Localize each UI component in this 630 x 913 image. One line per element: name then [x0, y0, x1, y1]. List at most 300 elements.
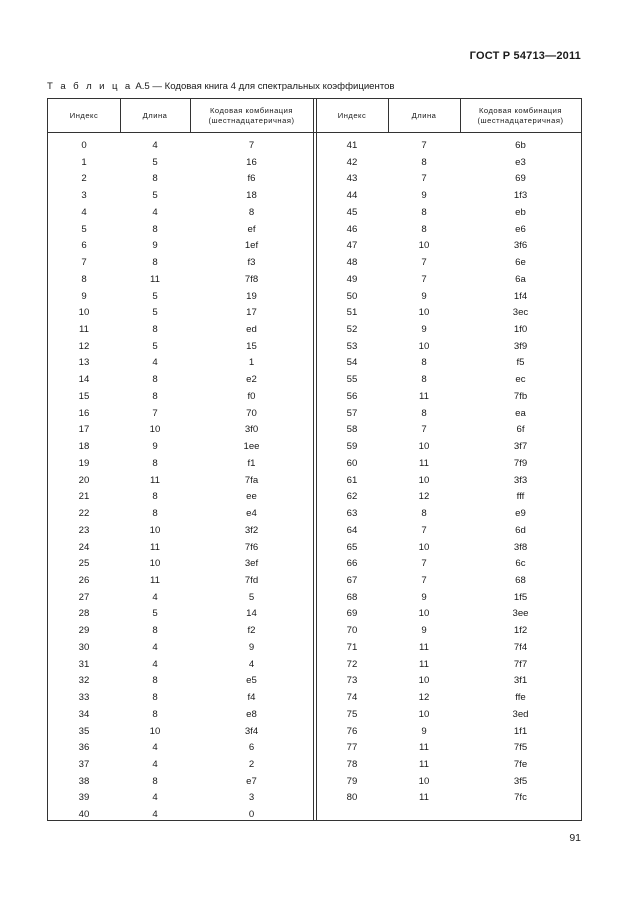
cell-code: fff — [516, 491, 525, 503]
cell-length: 8 — [152, 457, 158, 469]
cell-code: 1f5 — [513, 591, 528, 603]
cell-code: e7 — [246, 775, 257, 787]
cell-code: 1f2 — [513, 625, 528, 637]
cell-index: 43 — [346, 173, 358, 185]
table-row — [48, 138, 581, 155]
cell-length: 11 — [419, 658, 429, 670]
cell-length: 7 — [421, 424, 427, 436]
cell-code: ed — [246, 324, 257, 336]
cell-index: 18 — [78, 441, 90, 453]
cell-length: 10 — [418, 474, 430, 486]
cell-length: 7 — [421, 558, 427, 570]
table-row — [48, 707, 581, 724]
cell-length: 9 — [421, 290, 427, 302]
table-row — [48, 590, 581, 607]
cell-index: 16 — [78, 407, 90, 419]
cell-index: 49 — [346, 273, 358, 285]
cell-code: 14 — [246, 608, 257, 620]
cell-code: f6 — [247, 173, 256, 185]
cell-length: 5 — [152, 290, 158, 302]
cell-index: 20 — [78, 474, 90, 486]
cell-length: 11 — [150, 273, 160, 285]
cell-index: 39 — [78, 792, 90, 804]
cell-index: 19 — [78, 457, 90, 469]
table-row — [48, 774, 581, 791]
table-row — [48, 523, 581, 540]
cell-index: 50 — [346, 290, 358, 302]
cell-code: 3ef — [244, 558, 259, 570]
table-row — [48, 289, 581, 306]
table-row — [48, 238, 581, 255]
cell-index: 28 — [78, 608, 90, 620]
page-number: 91 — [569, 832, 581, 844]
cell-code: f5 — [516, 357, 525, 369]
cell-code: e8 — [246, 708, 257, 720]
cell-code: 1f3 — [513, 190, 528, 202]
cell-index: 2 — [81, 173, 87, 185]
cell-code: 3 — [248, 792, 255, 804]
cell-index: 4 — [81, 206, 87, 218]
cell-length: 9 — [152, 240, 158, 252]
cell-length: 9 — [421, 625, 427, 637]
cell-index: 40 — [78, 809, 90, 821]
cell-length: 10 — [149, 424, 161, 436]
cell-code: 7f4 — [513, 641, 528, 653]
cell-code: 3f9 — [513, 340, 528, 352]
cell-length: 7 — [421, 574, 427, 586]
cell-index: 31 — [78, 658, 90, 670]
cell-code: 3f4 — [244, 725, 259, 737]
table-row — [48, 171, 581, 188]
cell-length: 7 — [421, 173, 427, 185]
cell-code: 0 — [248, 809, 255, 821]
cell-code: 7f9 — [513, 457, 528, 469]
cell-code: ef — [247, 223, 256, 235]
table-row — [48, 473, 581, 490]
cell-code: 6a — [515, 273, 526, 285]
cell-code: 6d — [515, 524, 526, 536]
cell-length: 11 — [150, 574, 160, 586]
cell-code: e6 — [515, 223, 526, 235]
table-row — [48, 272, 581, 289]
cell-code: 70 — [246, 407, 257, 419]
cell-code: f2 — [247, 625, 256, 637]
cell-length: 7 — [421, 524, 427, 536]
table-caption-lead: Т а б л и ц а — [47, 81, 133, 92]
cell-length: 7 — [421, 140, 427, 151]
cell-code: 7fc — [514, 792, 527, 804]
cell-length: 8 — [152, 257, 158, 269]
col-divider — [460, 99, 461, 132]
cell-code: f4 — [247, 692, 256, 704]
cell-code: 3ec — [512, 307, 529, 319]
standard-designation: ГОСТ Р 54713—2011 — [469, 50, 581, 62]
cell-index: 46 — [346, 223, 358, 235]
cell-index: 3 — [81, 190, 87, 202]
cell-index: 25 — [78, 558, 90, 570]
cell-index: 38 — [78, 775, 90, 787]
cell-index: 32 — [78, 675, 90, 687]
table-row — [48, 389, 581, 406]
header-length-left: Длина — [142, 110, 168, 120]
cell-length: 8 — [152, 508, 158, 520]
cell-length: 11 — [419, 759, 429, 770]
cell-length: 10 — [418, 307, 430, 319]
cell-index: 13 — [78, 357, 90, 369]
cell-length: 5 — [152, 340, 158, 352]
cell-code: e5 — [246, 675, 257, 687]
cell-code: 7fa — [244, 474, 259, 486]
cell-index: 69 — [346, 608, 358, 620]
header-index-left: Индекс — [69, 110, 99, 120]
cell-index: 24 — [78, 541, 90, 553]
cell-index: 56 — [346, 390, 358, 402]
table-row — [48, 372, 581, 389]
cell-index: 78 — [346, 759, 358, 770]
cell-code: ffe — [515, 692, 526, 704]
cell-length: 11 — [419, 390, 429, 402]
cell-index: 8 — [81, 273, 87, 285]
cell-code: 2 — [248, 759, 255, 770]
cell-index: 53 — [346, 340, 358, 352]
table-row — [48, 406, 581, 423]
col-divider — [120, 99, 121, 132]
cell-index: 55 — [346, 374, 358, 386]
cell-code: 7f6 — [244, 541, 259, 553]
cell-code: 3f3 — [513, 474, 528, 486]
cell-code: 1f4 — [513, 290, 528, 302]
cell-length: 10 — [418, 775, 430, 787]
table-row — [48, 606, 581, 623]
cell-length: 4 — [152, 641, 158, 653]
cell-length: 8 — [152, 625, 158, 637]
cell-index: 23 — [78, 524, 90, 536]
cell-index: 21 — [78, 491, 90, 503]
cell-index: 26 — [78, 574, 90, 586]
cell-length: 10 — [418, 340, 430, 352]
cell-code: 69 — [515, 173, 526, 185]
cell-length: 10 — [418, 608, 430, 620]
header-code-left — [190, 99, 313, 132]
cell-length: 8 — [152, 708, 158, 720]
cell-length: 8 — [152, 223, 158, 235]
header-code-left-line1: Кодовая комбинация — [209, 105, 293, 115]
cell-index: 67 — [346, 574, 358, 586]
cell-index: 77 — [346, 742, 358, 754]
cell-length: 4 — [152, 206, 158, 218]
cell-index: 29 — [78, 625, 90, 637]
table-caption-text: А.5 — Кодовая книга 4 для спектральных коэффициентов — [132, 81, 395, 92]
cell-length: 5 — [152, 608, 158, 620]
cell-code: 3f2 — [244, 524, 259, 536]
cell-length: 8 — [152, 173, 158, 185]
cell-code: 3f5 — [513, 775, 528, 787]
cell-code: e3 — [515, 156, 526, 168]
cell-length: 8 — [152, 692, 158, 704]
cell-code: 1f1 — [513, 725, 528, 737]
table-row — [48, 506, 581, 523]
cell-length: 11 — [419, 457, 429, 469]
header-code-right — [460, 99, 581, 132]
cell-code: 7fd — [244, 574, 259, 586]
cell-code: 15 — [246, 340, 257, 352]
cell-length: 8 — [152, 775, 158, 787]
cell-length: 8 — [152, 374, 158, 386]
cell-length: 8 — [421, 508, 427, 520]
cell-index: 62 — [346, 491, 358, 503]
cell-code: 7 — [248, 140, 255, 151]
cell-length: 5 — [152, 190, 158, 202]
cell-index: 41 — [346, 140, 358, 151]
cell-length: 9 — [421, 190, 427, 202]
table-caption — [47, 81, 395, 92]
cell-code: 3ee — [512, 608, 529, 620]
cell-code: 8 — [248, 206, 255, 218]
table-row — [48, 640, 581, 657]
cell-code: e2 — [246, 374, 257, 386]
col-divider — [190, 99, 191, 132]
cell-length: 8 — [421, 206, 427, 218]
cell-code: f0 — [247, 390, 256, 402]
cell-code: 6e — [515, 257, 526, 269]
cell-index: 64 — [346, 524, 358, 536]
cell-code: eb — [515, 206, 526, 218]
cell-code: 17 — [246, 307, 257, 319]
cell-code: 7fe — [513, 759, 528, 770]
cell-length: 10 — [418, 441, 430, 453]
table-row — [48, 322, 581, 339]
cell-index: 79 — [346, 775, 358, 787]
table-row — [48, 489, 581, 506]
cell-length: 7 — [421, 257, 427, 269]
cell-index: 45 — [346, 206, 358, 218]
cell-index: 35 — [78, 725, 90, 737]
cell-code: f1 — [247, 457, 256, 469]
cell-index: 7 — [81, 257, 87, 269]
cell-index: 17 — [78, 424, 90, 436]
table-row — [48, 790, 581, 807]
table-row — [48, 222, 581, 239]
cell-index: 76 — [346, 725, 358, 737]
cell-length: 10 — [418, 240, 430, 252]
cell-length: 8 — [152, 675, 158, 687]
cell-index: 10 — [78, 307, 90, 319]
cell-length: 8 — [421, 223, 427, 235]
cell-length: 7 — [421, 273, 427, 285]
cell-code: 3ed — [512, 708, 529, 720]
table-row — [48, 623, 581, 640]
cell-index: 44 — [346, 190, 358, 202]
cell-index: 74 — [346, 692, 358, 704]
table-row — [48, 205, 581, 222]
table-row — [48, 807, 581, 824]
cell-length: 9 — [421, 324, 427, 336]
header-length-right: Длина — [411, 110, 437, 120]
table-row — [48, 255, 581, 272]
cell-index: 66 — [346, 558, 358, 570]
table-row — [48, 724, 581, 741]
cell-index: 73 — [346, 675, 358, 687]
cell-index: 68 — [346, 591, 358, 603]
cell-index: 27 — [78, 591, 90, 603]
cell-code: 7fb — [513, 390, 528, 402]
cell-index: 61 — [346, 474, 358, 486]
table-row — [48, 556, 581, 573]
cell-code: 4 — [248, 658, 255, 670]
cell-length: 10 — [149, 524, 161, 536]
cell-index: 58 — [346, 424, 358, 436]
cell-index: 12 — [78, 340, 90, 352]
cell-code: f3 — [247, 257, 256, 269]
table-row — [48, 339, 581, 356]
cell-length: 4 — [152, 658, 158, 670]
cell-length: 11 — [419, 792, 429, 804]
cell-length: 11 — [150, 474, 160, 486]
cell-code: 6f — [516, 424, 525, 436]
cell-index: 47 — [346, 240, 358, 252]
cell-length: 8 — [421, 407, 427, 419]
header-index-right: Индекс — [337, 110, 367, 120]
cell-index: 75 — [346, 708, 358, 720]
cell-index: 54 — [346, 357, 358, 369]
cell-index: 52 — [346, 324, 358, 336]
cell-length: 5 — [152, 156, 158, 168]
cell-index: 0 — [81, 140, 87, 151]
cell-code: 3f8 — [513, 541, 528, 553]
cell-length: 5 — [152, 307, 158, 319]
table-row — [48, 657, 581, 674]
table-row — [48, 439, 581, 456]
cell-index: 42 — [346, 156, 358, 168]
cell-length: 7 — [152, 407, 158, 419]
cell-length: 11 — [419, 641, 429, 653]
cell-code: e9 — [515, 508, 526, 520]
cell-length: 8 — [152, 324, 158, 336]
header-code-left-line2: (шестнадцатеричная) — [208, 115, 295, 125]
cell-index: 48 — [346, 257, 358, 269]
cell-length: 9 — [152, 441, 158, 453]
cell-length: 4 — [152, 140, 158, 151]
cell-code: ee — [246, 491, 257, 503]
cell-length: 10 — [418, 708, 430, 720]
cell-length: 4 — [152, 742, 158, 754]
cell-length: 4 — [152, 591, 158, 603]
table-row — [48, 540, 581, 557]
cell-index: 6 — [81, 240, 87, 252]
cell-code: 3f1 — [513, 675, 528, 687]
cell-code: 16 — [246, 156, 257, 168]
table-row — [48, 155, 581, 172]
cell-code: 5 — [248, 591, 255, 603]
cell-index: 15 — [78, 390, 90, 402]
cell-code: ea — [515, 407, 526, 419]
cell-code: 9 — [248, 641, 255, 653]
cell-length: 4 — [152, 357, 158, 369]
cell-index: 37 — [78, 759, 90, 770]
cell-index: 60 — [346, 457, 358, 469]
cell-length: 9 — [421, 725, 427, 737]
cell-index: 9 — [81, 290, 87, 302]
cell-length: 8 — [421, 374, 427, 386]
cell-length: 8 — [152, 491, 158, 503]
cell-length: 10 — [149, 558, 161, 570]
header-code-right-line2: (шестнадцатеричная) — [477, 115, 564, 125]
cell-code: 3f0 — [244, 424, 259, 436]
cell-code: 6 — [248, 742, 255, 754]
cell-code: 6b — [515, 140, 526, 151]
cell-code: 18 — [246, 190, 257, 202]
cell-length: 4 — [152, 792, 158, 804]
cell-length: 10 — [149, 725, 161, 737]
cell-index: 59 — [346, 441, 358, 453]
cell-code: 7f8 — [244, 273, 259, 285]
cell-index: 22 — [78, 508, 90, 520]
cell-code: 7f7 — [513, 658, 528, 670]
codebook-table — [47, 98, 582, 821]
cell-index: 57 — [346, 407, 358, 419]
cell-code: 1ef — [244, 240, 259, 252]
cell-length: 12 — [418, 491, 430, 503]
table-row — [48, 456, 581, 473]
cell-code: 1f0 — [513, 324, 528, 336]
cell-index: 1 — [81, 156, 87, 168]
cell-index: 70 — [346, 625, 358, 637]
cell-length: 9 — [421, 591, 427, 603]
cell-index: 71 — [346, 641, 358, 653]
table-row — [48, 690, 581, 707]
table-row — [48, 673, 581, 690]
cell-code: 1ee — [243, 441, 260, 453]
header-code-right-line1: Кодовая комбинация — [478, 105, 562, 115]
cell-code: ec — [515, 374, 526, 386]
cell-index: 5 — [81, 223, 87, 235]
table-row — [48, 573, 581, 590]
cell-code: 68 — [515, 574, 526, 586]
table-row — [48, 305, 581, 322]
cell-length: 8 — [421, 156, 427, 168]
cell-index: 65 — [346, 541, 358, 553]
cell-index: 72 — [346, 658, 358, 670]
cell-code: 7f5 — [513, 742, 528, 754]
cell-length: 4 — [152, 759, 158, 770]
cell-code: 19 — [246, 290, 257, 302]
cell-index: 33 — [78, 692, 90, 704]
cell-index: 14 — [78, 374, 90, 386]
table-row — [48, 757, 581, 774]
cell-index: 36 — [78, 742, 90, 754]
cell-index: 34 — [78, 708, 90, 720]
cell-length: 12 — [418, 692, 430, 704]
cell-code: 3f7 — [513, 441, 528, 453]
cell-index: 63 — [346, 508, 358, 520]
cell-code: 1 — [248, 357, 255, 369]
table-row — [48, 740, 581, 757]
cell-index: 30 — [78, 641, 90, 653]
table-row — [48, 422, 581, 439]
cell-length: 11 — [150, 541, 160, 553]
table-row — [48, 188, 581, 205]
cell-length: 4 — [152, 809, 158, 821]
cell-length: 8 — [152, 390, 158, 402]
col-divider — [388, 99, 389, 132]
table-row — [48, 355, 581, 372]
cell-index: 51 — [346, 307, 358, 319]
cell-length: 11 — [419, 742, 429, 754]
cell-length: 10 — [418, 675, 430, 687]
cell-length: 10 — [418, 541, 430, 553]
cell-code: 6c — [515, 558, 526, 570]
cell-code: 3f6 — [513, 240, 528, 252]
